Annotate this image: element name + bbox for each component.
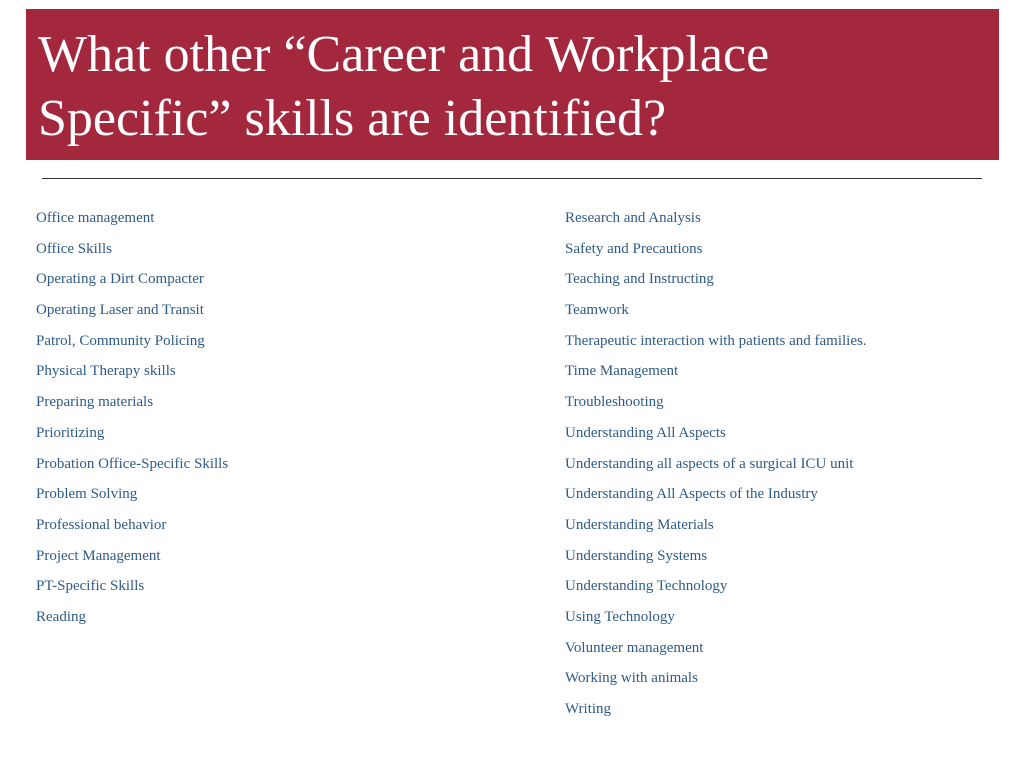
list-item: Understanding Technology: [565, 578, 728, 595]
list-item: Project Management: [36, 547, 161, 564]
list-item: Understanding All Aspects: [565, 424, 726, 441]
list-item: Physical Therapy skills: [36, 363, 176, 380]
list-item: Operating Laser and Transit: [36, 302, 204, 319]
list-item: Preparing materials: [36, 394, 154, 411]
list-item: Patrol, Community Policing: [36, 332, 205, 349]
list-item: Office management: [36, 210, 155, 226]
list-item: Using Technology: [565, 608, 675, 625]
skills-list-right: [565, 206, 1005, 728]
list-item: Problem Solving: [36, 486, 138, 503]
list-item: Troubleshooting: [565, 394, 664, 411]
list-item: Writing: [565, 701, 612, 717]
list-item: Reading: [36, 608, 86, 625]
list-item: Prioritizing: [36, 424, 105, 441]
list-item: Professional behavior: [36, 516, 167, 533]
list-item: Understanding Systems: [565, 547, 708, 564]
list-item: Time Management: [565, 363, 679, 380]
skills-list-left: [36, 206, 536, 636]
list-item: Office Skills: [36, 240, 112, 257]
list-item: Working with animals: [565, 670, 698, 687]
list-item: PT-Specific Skills: [36, 578, 145, 595]
list-item: Understanding all aspects of a surgical ICU unit: [565, 455, 854, 472]
list-item: Therapeutic interaction with patients and families.: [565, 332, 867, 349]
slide-title-line-2: Specific” skills are identified?: [38, 90, 667, 147]
list-item: Probation Office-Specific Skills: [36, 455, 229, 472]
list-item: Operating a Dirt Compacter: [36, 271, 204, 288]
title-divider: [42, 178, 982, 179]
list-item: Teaching and Instructing: [565, 271, 714, 288]
list-item: Volunteer management: [565, 639, 704, 656]
list-item: Understanding All Aspects of the Industry: [565, 486, 818, 503]
list-item: Safety and Precautions: [565, 240, 703, 257]
list-item: Understanding Materials: [565, 516, 714, 533]
title-banner: [26, 9, 999, 160]
list-item: Research and Analysis: [565, 210, 701, 226]
slide-title-line-1: What other “Career and Workplace: [38, 26, 770, 83]
list-item: Teamwork: [565, 302, 629, 319]
